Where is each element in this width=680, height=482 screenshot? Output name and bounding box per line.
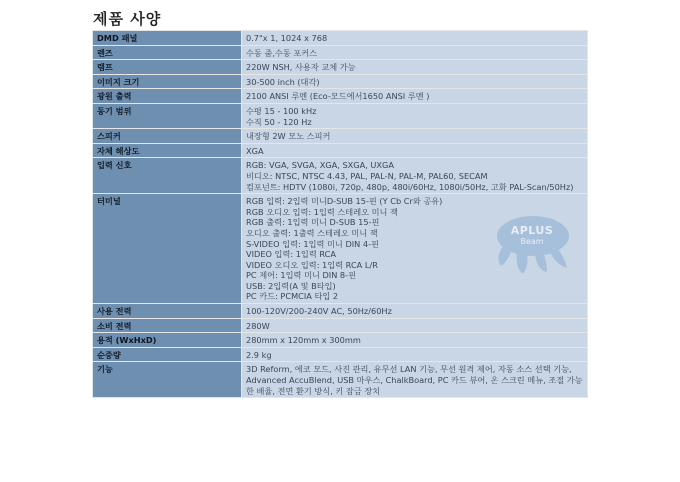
- spec-label: 사용 전력: [93, 304, 242, 319]
- spec-value: 220W NSH, 사용자 교체 가능: [242, 60, 588, 75]
- spec-label: 입력 신호: [93, 158, 242, 194]
- spec-row-weight: [93, 347, 588, 362]
- spec-row-image-size: [93, 74, 588, 89]
- spec-row-lens: [93, 45, 588, 60]
- spec-label: DMD 패널: [93, 31, 242, 46]
- spec-label: 소비 전력: [93, 318, 242, 333]
- spec-label: 순중량: [93, 347, 242, 362]
- spec-value: 수평 15 - 100 kHz 수직 50 - 120 Hz: [242, 103, 588, 128]
- spec-label: 자체 해상도: [93, 143, 242, 158]
- spec-row-input-signal: [93, 158, 588, 194]
- spec-label: 동기 범위: [93, 103, 242, 128]
- spec-value: 280mm x 120mm x 300mm: [242, 333, 588, 348]
- spec-label: 용적 (WxHxD): [93, 333, 242, 348]
- aplus-beam-logo: [489, 206, 575, 278]
- spec-value: 280W: [242, 318, 588, 333]
- spec-value: 3D Reform, 에코 모드, 사진 관리, 유무선 LAN 기능, 무선 원격 제어, 자동 소스 선택 기능, Advanced AccuBlend, USB 마우스, ChalkBoard, PC 카드 뷰어, 온 스크린 메뉴, 조절 가능한 배율, 전면 환기 방식, 키 잠금 장치: [242, 362, 588, 398]
- logo-subtitle: Beam: [520, 237, 544, 246]
- spec-row-power-supply: [93, 304, 588, 319]
- spec-label: 이미지 크기: [93, 74, 242, 89]
- spec-label: 스피커: [93, 129, 242, 144]
- spec-value: 100-120V/200-240V AC, 50Hz/60Hz: [242, 304, 588, 319]
- spec-row-native-resolution: [93, 143, 588, 158]
- spec-row-brightness: [93, 89, 588, 104]
- spec-value: RGB 입력: 2입력 미니D-SUB 15-핀 (Y Cb Cr와 공유) RGB 오디오 입력: 1입력 스테레오 미니 잭 RGB 출력: 1입력 미니 D-SUB 15-핀 오디오 출력: 1출력 스테레오 미니 잭 S-VIDEO 입력: 1입력 미니 DIN 4-핀 VIDEO 입력: 1입력 RCA VIDEO 오디오 입력: 1입력 RCA L/R PC 제어: 1입력 미니 DIN 8-핀 USB: 2입력(A 및 B타입) PC 카드: PCMCIA 타입 2: [242, 194, 588, 304]
- spec-row-sync-range: [93, 103, 588, 128]
- spec-value: RGB: VGA, SVGA, XGA, SXGA, UXGA 비디오: NTSC, NTSC 4.43, PAL, PAL-N, PAL-M, PAL60, SECAM 컴포넌트: HDTV (1080i, 720p, 480p, 480i/60Hz, 1080i/50Hz, 고화 PAL-Scan/50Hz): [242, 158, 588, 194]
- spec-label: 램프: [93, 60, 242, 75]
- spec-value: 2100 ANSI 루멘 (Eco-모드에서1650 ANSI 루멘 ): [242, 89, 588, 104]
- spec-row-dmd: [93, 31, 588, 46]
- spec-value: 2.9 kg: [242, 347, 588, 362]
- spec-label: 터미널: [93, 194, 242, 304]
- spec-row-lamp: [93, 60, 588, 75]
- spec-row-dimensions: [93, 333, 588, 348]
- spec-row-features: [93, 362, 588, 398]
- spec-row-power-consumption: [93, 318, 588, 333]
- spec-label: 기능: [93, 362, 242, 398]
- spec-value: 내장형 2W 모노 스피커: [242, 129, 588, 144]
- page-title: 제품 사양: [93, 10, 162, 28]
- spec-value: 30-500 inch (대각): [242, 74, 588, 89]
- spec-label: 광원 출력: [93, 89, 242, 104]
- spec-row-speaker: [93, 129, 588, 144]
- spec-value: XGA: [242, 143, 588, 158]
- spec-value: 0.7"x 1, 1024 x 768: [242, 31, 588, 46]
- logo-wordmark: APLUS: [510, 224, 554, 237]
- spec-value: 수동 줌,수동 포커스: [242, 45, 588, 60]
- spec-label: 렌즈: [93, 45, 242, 60]
